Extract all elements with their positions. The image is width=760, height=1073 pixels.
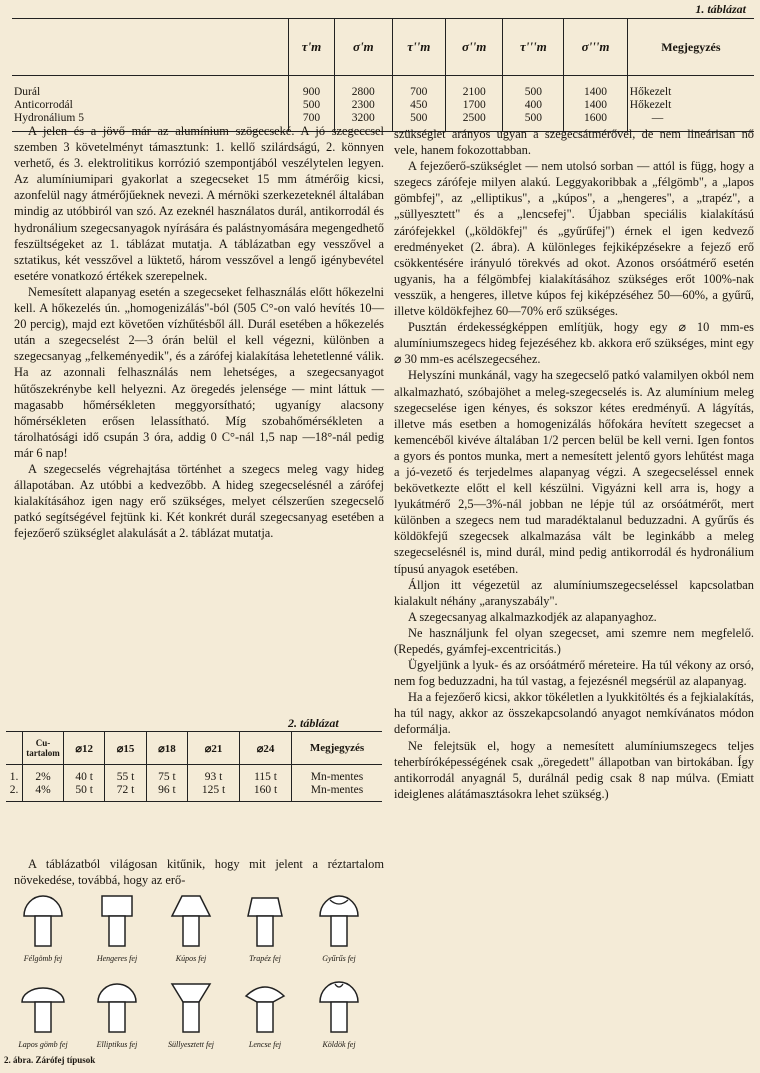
table1-value: 900 [302,86,321,98]
table1-header: τ'm [289,19,335,76]
table2 [6,731,382,802]
rivet-head-figure [8,890,386,1070]
table2-value: 55 t [116,771,135,783]
rivet-half-round [12,890,74,963]
table2-value: 72 t [116,784,135,796]
figure-label: Elliptikus fej [96,1040,138,1049]
table2-header: ⌀18 [146,732,187,765]
table1-value: 1600 [584,112,608,124]
table1-value: 700 [302,112,321,124]
table2-caption: 2. táblázat [288,716,339,730]
table2-cell [64,765,105,802]
table2-value: 96 t [158,784,176,796]
table1-value: 500 [410,112,428,124]
table2-header: Cu-tartalom [23,732,64,765]
right-column-text [394,126,754,802]
figure-label: Süllyesztett fej [168,1040,214,1049]
rivet-trapezoid [234,890,296,963]
table1-value: 500 [302,99,321,111]
table1-header-row [12,19,754,76]
paragraph: A táblázatból világosan kitűnik, hogy mit jelent a réztartalom növekedése, továbbá, hogy az erő- [14,857,384,888]
table1-header: σ''m [446,19,503,76]
table2-cell [6,765,23,802]
table1-value: Hőkezelt [629,86,672,98]
figure-caption: 2. ábra. Zárófej típusok [4,1055,96,1065]
table2-value: 50 t [75,784,93,796]
paragraph: Ne használjunk fel olyan szegecset, ami szemre nem megfelelő. (Repedés, gyámfej-excentricitás.) [394,625,754,656]
table2-cell [240,765,292,802]
table1-value: 700 [410,86,428,98]
paragraph: A fejezőerő-szükséglet — nem utolsó sorban — attól is függ, hogy a szegecs zárófeje milyen alakú. Leggyakoribbak a „félgömb", a „lapos gömbfej", az „elliptikus", a „kúpos", a „hengeres", a „trapéz", a „süllyesztett" és a „lencsefej". Újabban speciális kialakítású zárófejekkel („köldökfej" és „gyűrűfej") érnek el igen kedvező eredményeket (2. ábra). A különleges fejkiképzésekre a fejező erő csökkentésére irányuló törekvés ad okot. Azonos orsóátmérő esetén ugyanis, ha a félgömbfej kialakításához szükséges erőt 100%-nak vesszük, a hengeres, illetve kúpos fej kiképzéséhez 50—60%, a gyűrű, illetve köldökfejhez 60—70% erő szükséges. [394,159,754,319]
left-column-text [14,123,384,541]
table1-row-name: Hydronálium 5 [14,112,84,124]
table2-cell [23,765,64,802]
table2-cell [146,765,187,802]
table2-header: ⌀15 [105,732,146,765]
figure-label: Kúpos fej [175,954,207,963]
table1-value: 3200 [351,112,375,124]
left-column-bottom-text [14,856,384,888]
table1-header: τ''m [392,19,446,76]
table2-value: 75 t [158,771,176,783]
table2-header: ⌀12 [64,732,105,765]
table1-value: Hőkezelt [629,99,672,111]
table1-header-blank [12,19,289,76]
paragraph: Helyszíni munkánál, vagy ha szegecselő patkó valamilyen okból nem alkalmazható, szóbajöhet a meleg-szegecselés is. Az alumínium meleg szegecselése igen kényes, és sokszor kétes eredményű. A lágyítás, illetve más esetben a homogenizálás hőfokára hevített szegecset a kemencéből kivéve általában 1/2 percen belül be kell verni. Igen fontos a gyors és pontos munka, mert a nemesített jelentő gyors lehűtést maga a jó-vezető és terjedelmes alapanyag végzi. A szegecseléssel ennek bekövetkezte előtt el kell készülni. Vigyázni kell arra is, hogy a lyukátmérő 2,5—3%-nál jobban ne lépje túl az orsóátmérőt, mert különben a szegecs nem tud maradéktalanul beduzzadni. A gyűrűs és köldökfejű szegecsek alkalmazása vált be leginkább a meleg szegecselésnél is, mind durál, mind pedig antikorrodál és hydronálium típusú anyagok esetében. [394,368,754,576]
table1-cell [503,76,564,132]
rivet-navel [308,976,370,1049]
figure-label: Félgömb fej [23,954,63,963]
table1-header: σ'm [335,19,392,76]
table1-value: 400 [524,99,542,111]
paragraph: Nemesített alapanyag esetén a szegecseket felhasználás előtt hőkezelni kell. A hőkezelés ún. „homogenizálás"-ból (505 C°-on való hevítés 10—20 percig), majd ezt követően vízhűtésből áll. Durál esetében a hőkezelés után a szegecselést 2—3 órán belül el kell végezni, különben a szegecsanyag „felkeményedik", és a zárófej kialakítása lehetetlenné válik. Ha az azonnali felhasználás nem lehetséges, a szegecsanyagot hűtőszekrénybe kell helyezni. Az öregedés jelensége — mint láttuk — magasabb hőmérsékleten meggyorsítható; ugyanígy alacsony hőmérsékleten erősen lelassítható. Míg szobahőmérsékleten a tárolhatósági idő csupán 3 óra, addig 0 C°-nál 1,5 nap —18°-nál pedig már 6 nap! [14,284,384,460]
paragraph: Ne felejtsük el, hogy a nemesített alumíniumszegecs teljes teherbíróképességének csak „öregedett" állapotban van birtokában. Így antikorrodál anyagnál 5, durálnál pedig csak 8 nap múlva. (Emiatt ideiglenes alátámasztásokra lehet szükség.) [394,738,754,801]
paragraph: Ha a fejezőerő kicsi, akkor tökéletlen a lyukkitöltés és a fejkialakítás, ha túl nagy, akkor az összekapcsolandó anyagot nemkívánatos módon deformálja. [394,690,754,737]
table2-cell [188,765,240,802]
table2-value: 125 t [201,784,226,796]
paragraph: Ügyeljünk a lyuk- és az orsóátmérő méreteire. Ha túl vékony az orsó, nem fog beduzzadni, ha túl vastag, a fejezésnél megsérül az alapanyag. [394,658,754,689]
table1 [12,18,754,132]
rivet-conical [160,890,222,963]
table2-header: ⌀21 [188,732,240,765]
table1-row-name: Durál [14,86,41,98]
paragraph: A szegecselés végrehajtása történhet a szegecs meleg vagy hideg állapotában. Az utóbbi a kedvezőbb. A hideg szegecselésnél a zárófej kialakításához igen nagy erő szükséges, melyet célszerűen szegecselő patkó segítségével fejtünk ki. Két konkrét durál szegecsanyag esetében a fejezőerő szükséglet alakulását a 2. táblázat mutatja. [14,461,384,541]
table2-value: 1. [9,771,19,783]
table2-header: ⌀24 [240,732,292,765]
table1-cell [627,76,754,132]
rivet-elliptic [86,976,148,1049]
figure-label: Lapos gömb fej [18,1040,68,1049]
table1-value: 500 [524,86,542,98]
table1-value: 1400 [584,99,608,111]
paragraph: szükséglet arányos ugyan a szegecsátmérővel, de nem lineárisan nő vele, hanem fokozottabban. [394,127,754,158]
table1-value: 2500 [462,112,486,124]
rivet-flat-round [12,976,74,1049]
table2-value: Mn-mentes [310,771,364,783]
table2-header-row [6,732,382,765]
paragraph: Pusztán érdekességképpen említjük, hogy egy ⌀ 10 mm-es alumíniumszegecs hideg fejezéséhez kb. akkora erő szükséges, mint egy ⌀ 30 mm-es acélszegecséhez. [394,320,754,367]
rivet-countersunk [160,976,222,1049]
table2-cell [105,765,146,802]
table1-cell [564,76,627,132]
figure-label: Gyűrűs fej [322,954,356,963]
rivet-lens [234,976,296,1049]
table2-header [6,732,23,765]
table1-value: 450 [410,99,428,111]
table1-value: 1700 [462,99,486,111]
table1-value: 2800 [351,86,375,98]
table2-value: Mn-mentes [310,784,364,796]
table1-row-name: Anticorrodál [14,99,73,111]
table1-header: Megjegyzés [627,19,754,76]
table1-value: 2300 [351,99,375,111]
table2-value: 2% [35,771,51,783]
table1-value: 2100 [462,86,486,98]
table2-body-row [6,765,382,802]
figure-label: Lencse fej [248,1040,282,1049]
table2-value: 40 t [75,771,93,783]
table1-value: — [651,112,664,124]
rivet-cylinder [86,890,148,963]
table1-cell [446,76,503,132]
figure-label: Hengeres fej [96,954,138,963]
table1-header: σ'''m [564,19,627,76]
figure-label: Köldök fej [322,1040,356,1049]
table2-value: 2. [9,784,19,796]
table2-value: 93 t [204,771,223,783]
table2-header: Megjegyzés [292,732,383,765]
table2-cell [292,765,383,802]
paragraph: Álljon itt végezetül az alumíniumszegecseléssel kapcsolatban kialakult néhány „aranyszabály". [394,577,754,608]
table1-caption: 1. táblázat [695,2,746,16]
paragraph: A jelen és a jövő már az alumínium szögecseké. A jó szegeccsel szemben 3 követelményt támasztunk: 1. kellő szilárdságú, 2. könnyen verhető, és 3. elektrolitikus korrózió szempontjából veszélytelen legyen. Az alumíniumipari gyakorlat a szegecseket 15 mm átmérőig kicsi, azonfelül nagy átmérőjűeknek nevezi. A mérnöki szerkezeteknél általában mindig az utóbbiról van szó. Az ezeknél használatos durál, antikorrodál és hydronálium szegecsanyagok nyírására és palástnyomására megengedhető feszültségeket az 1. táblázat mutatja. A táblázatban egy vesszővel a sztatikus, két vesszővel a lüktető, három vesszővel a lengő igénybevétel esetére vonatkozó értékek szerepelnek. [14,124,384,283]
table2-value: 160 t [253,784,278,796]
paragraph: A szegecsanyag alkalmazkodjék az alapanyaghoz. [408,609,657,624]
rivet-ring [308,890,370,963]
figure-label: Trapéz fej [249,954,281,963]
table1-value: 500 [524,112,542,124]
table2-value: 115 t [254,771,277,783]
table1-value: 1400 [584,86,608,98]
table2-value: 4% [35,784,51,796]
table1-cell [392,76,446,132]
table1-header: τ'''m [503,19,564,76]
